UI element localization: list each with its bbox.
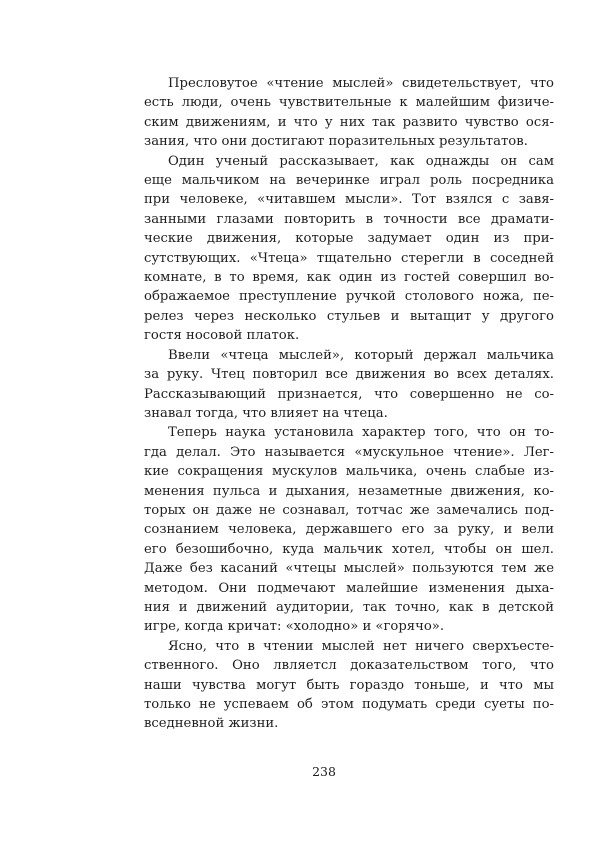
text-line: при человеке, «читавшем мысли». Тот взялся с завя- — [144, 192, 554, 208]
text-line: релез через несколько стульев и вытащит у другого — [144, 308, 554, 324]
text-line: ческие движения, которые задумает один из при- — [144, 231, 554, 247]
text-line: комнате, в то время, как один из гостей совершил во- — [144, 270, 554, 286]
body-text — [144, 74, 554, 734]
paragraph — [144, 152, 554, 346]
text-line: торых он даже не сознавал, тотчас же замечались под- — [144, 502, 554, 518]
text-line: еще мальчиком на вечеринке играл роль посредника — [144, 173, 554, 189]
paragraph — [144, 637, 554, 734]
text-line: есть люди, очень чувствительные к малейшим физиче- — [144, 95, 554, 111]
text-line: занными глазами повторить в точности все драмати- — [144, 211, 554, 227]
text-line: сознанием человека, державшего его за руку, и вели — [144, 522, 554, 538]
text-line: ния и движений аудитории, так точно, как в детской — [144, 599, 554, 615]
text-line: за руку. Чтец повторил все движения во всех деталях. — [144, 367, 554, 383]
text-line: Даже без касаний «чтецы мыслей» пользуются тем же — [144, 561, 554, 577]
text-line: гостя носовой платок. — [144, 328, 300, 344]
text-line: Один ученый рассказывает, как однажды он сам — [168, 153, 554, 169]
page-number: 238 — [312, 764, 336, 779]
paragraph — [144, 423, 554, 636]
paragraph — [144, 346, 554, 424]
text-line: Ввели «чтеца мыслей», который держал мальчика — [168, 347, 554, 363]
text-line: ображаемое преступление ручкой столового ножа, пе- — [144, 289, 554, 305]
text-line: ским движениям, и что у них так развито чувство ося- — [144, 114, 554, 130]
text-line: только не успеваем об этом подумать среди суеты по- — [144, 697, 554, 712]
text-line: Рассказывающий признается, что совершенно не со- — [144, 386, 554, 402]
text-line: кие сокращения мускулов мальчика, очень слабые из- — [144, 464, 554, 480]
text-line: методом. Они подмечают малейшие изменения дыха- — [144, 580, 554, 596]
text-line: гда делал. Это называется «мускульное чтение». Лег- — [144, 444, 554, 460]
text-line: вседневной жизни. — [144, 716, 279, 732]
text-line: ственного. Оно лвляетсл доказательством того, что — [144, 658, 554, 674]
text-line: Теперь наука установила характер того, что он то- — [168, 425, 554, 441]
text-line: сутствующих. «Чтеца» тщательно стерегли в соседней — [144, 250, 554, 266]
paragraph — [144, 74, 554, 152]
text-line: наши чувства могут быть гораздо тоньше, и что мы — [144, 677, 554, 693]
text-line: игре, когда кричат: «холодно» и «горячо». — [144, 619, 445, 635]
text-line: Ясно, что в чтении мыслей нет ничего сверхъесте- — [168, 638, 554, 654]
text-line: зания, что они достигают поразительных результатов. — [144, 134, 528, 150]
text-line: знавал тогда, что влияет на чтеца. — [144, 405, 388, 421]
text-line: менения пульса и дыхания, незаметные движения, ко- — [144, 483, 554, 499]
text-line: его безошибочно, куда мальчик хотел, чтобы он шел. — [144, 541, 554, 557]
text-line: Пресловутое «чтение мыслей» свидетельствует, что — [168, 76, 554, 91]
